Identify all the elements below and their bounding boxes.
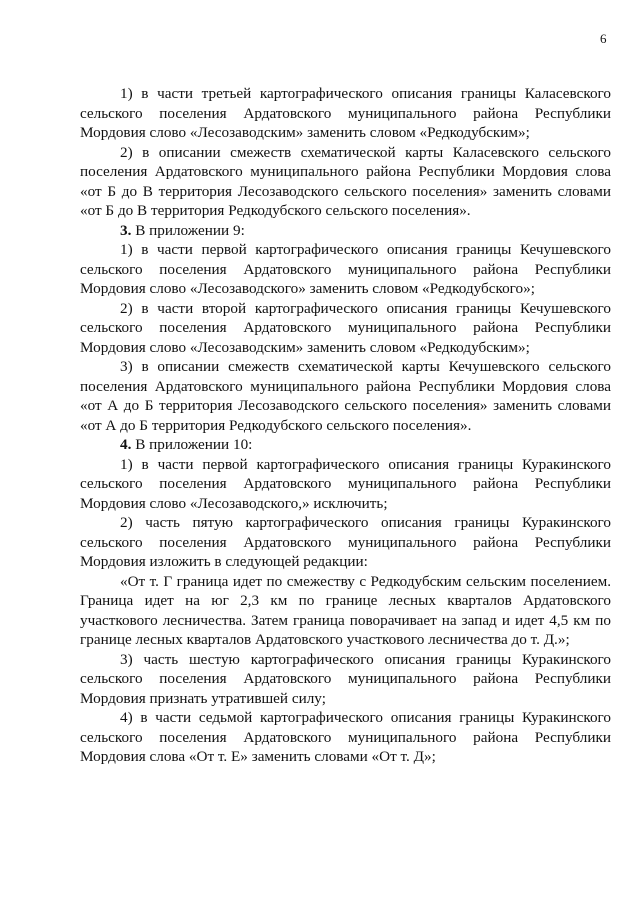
section-number: 3.: [120, 221, 132, 239]
paragraph-text: 1) в части третьей картографического описания границы Каласевского сельского поселения Ардатовского муниципального района Республики Мордовия слово «Лесозаводским» заменить словом «Редкодубским»;: [80, 85, 611, 141]
paragraph-item-4-2: [80, 513, 611, 572]
paragraph-text: 1) в части первой картографического описания границы Кечушевского сельского поселения Ардатовского муниципального района Республики Мордовия слово «Лесозаводского» заменить словом «Редкодубского»;: [80, 241, 611, 297]
section-heading-3: [80, 221, 611, 241]
paragraph-item-4-4: [80, 708, 611, 767]
paragraph-text: 2) в части второй картографического описания границы Кечушевского сельского поселения Ардатовского муниципального района Республики Мордовия слово «Лесозаводским» заменить словом «Редкодубским»;: [80, 299, 611, 356]
paragraph-text: 1) в части первой картографического описания границы Куракинского сельского поселения Ардатовского муниципального района Республики Мордовия слово «Лесозаводского,» исключить;: [80, 455, 611, 512]
paragraph-text: 4) в части седьмой картографического описания границы Куракинского сельского поселения Ардатовского муниципального района Республики Мордовия слова «От т. Е» заменить словами «От т. Д»;: [80, 709, 611, 765]
paragraph-text: «От т. Г граница идет по смежеству с Редкодубским сельским поселением. Граница идет на юг 2,3 км по границе лесных кварталов Ардатовского участкового лесничества. Затем граница поворачивает на запад и идет 4,5 км по границе лесных кварталов Ардатовского участкового лесничества до т. Д.»;: [80, 572, 611, 648]
paragraph-item-4-1: [80, 455, 611, 514]
page-number: 6: [600, 31, 607, 46]
paragraph-text: 2) часть пятую картографического описания границы Куракинского сельского поселения Ардатовского муниципального района Республики Мордовия изложить в следующей редакции:: [80, 514, 611, 570]
quoted-paragraph: [80, 572, 611, 650]
document-body: [80, 84, 611, 767]
section-number: 4.: [120, 436, 132, 453]
section-heading-text: В приложении 9:: [131, 221, 245, 239]
paragraph-text: 3) часть шестую картографического описания границы Куракинского сельского поселения Ардатовского муниципального района Республики Мордовия признать утратившей силу;: [80, 650, 611, 707]
paragraph-item-3-3: [80, 357, 611, 435]
paragraph-text: 3) в описании смежеств схематической карты Кечушевского сельского поселения Ардатовского муниципального района Республики Мордовия слова «от А до Б территория Лесозаводского сельского поселения» заменить словами «от А до Б территория Редкодубского сельского поселения».: [80, 358, 611, 434]
paragraph-item-4-3: [80, 650, 611, 709]
paragraph-item-3-2: [80, 299, 611, 358]
paragraph-item-2: [80, 143, 611, 221]
paragraph-text: 2) в описании смежеств схематической карты Каласевского сельского поселения Ардатовского муниципального района Республики Мордовия слова «от Б до В территория Лесозаводского сельского поселения» заменить словами «от Б до В территория Редкодубского сельского поселения».: [80, 143, 611, 219]
paragraph-item-1: [80, 84, 611, 143]
section-heading-text: В приложении 10:: [131, 436, 253, 453]
section-heading-4: [80, 435, 611, 455]
paragraph-item-3-1: [80, 240, 611, 299]
